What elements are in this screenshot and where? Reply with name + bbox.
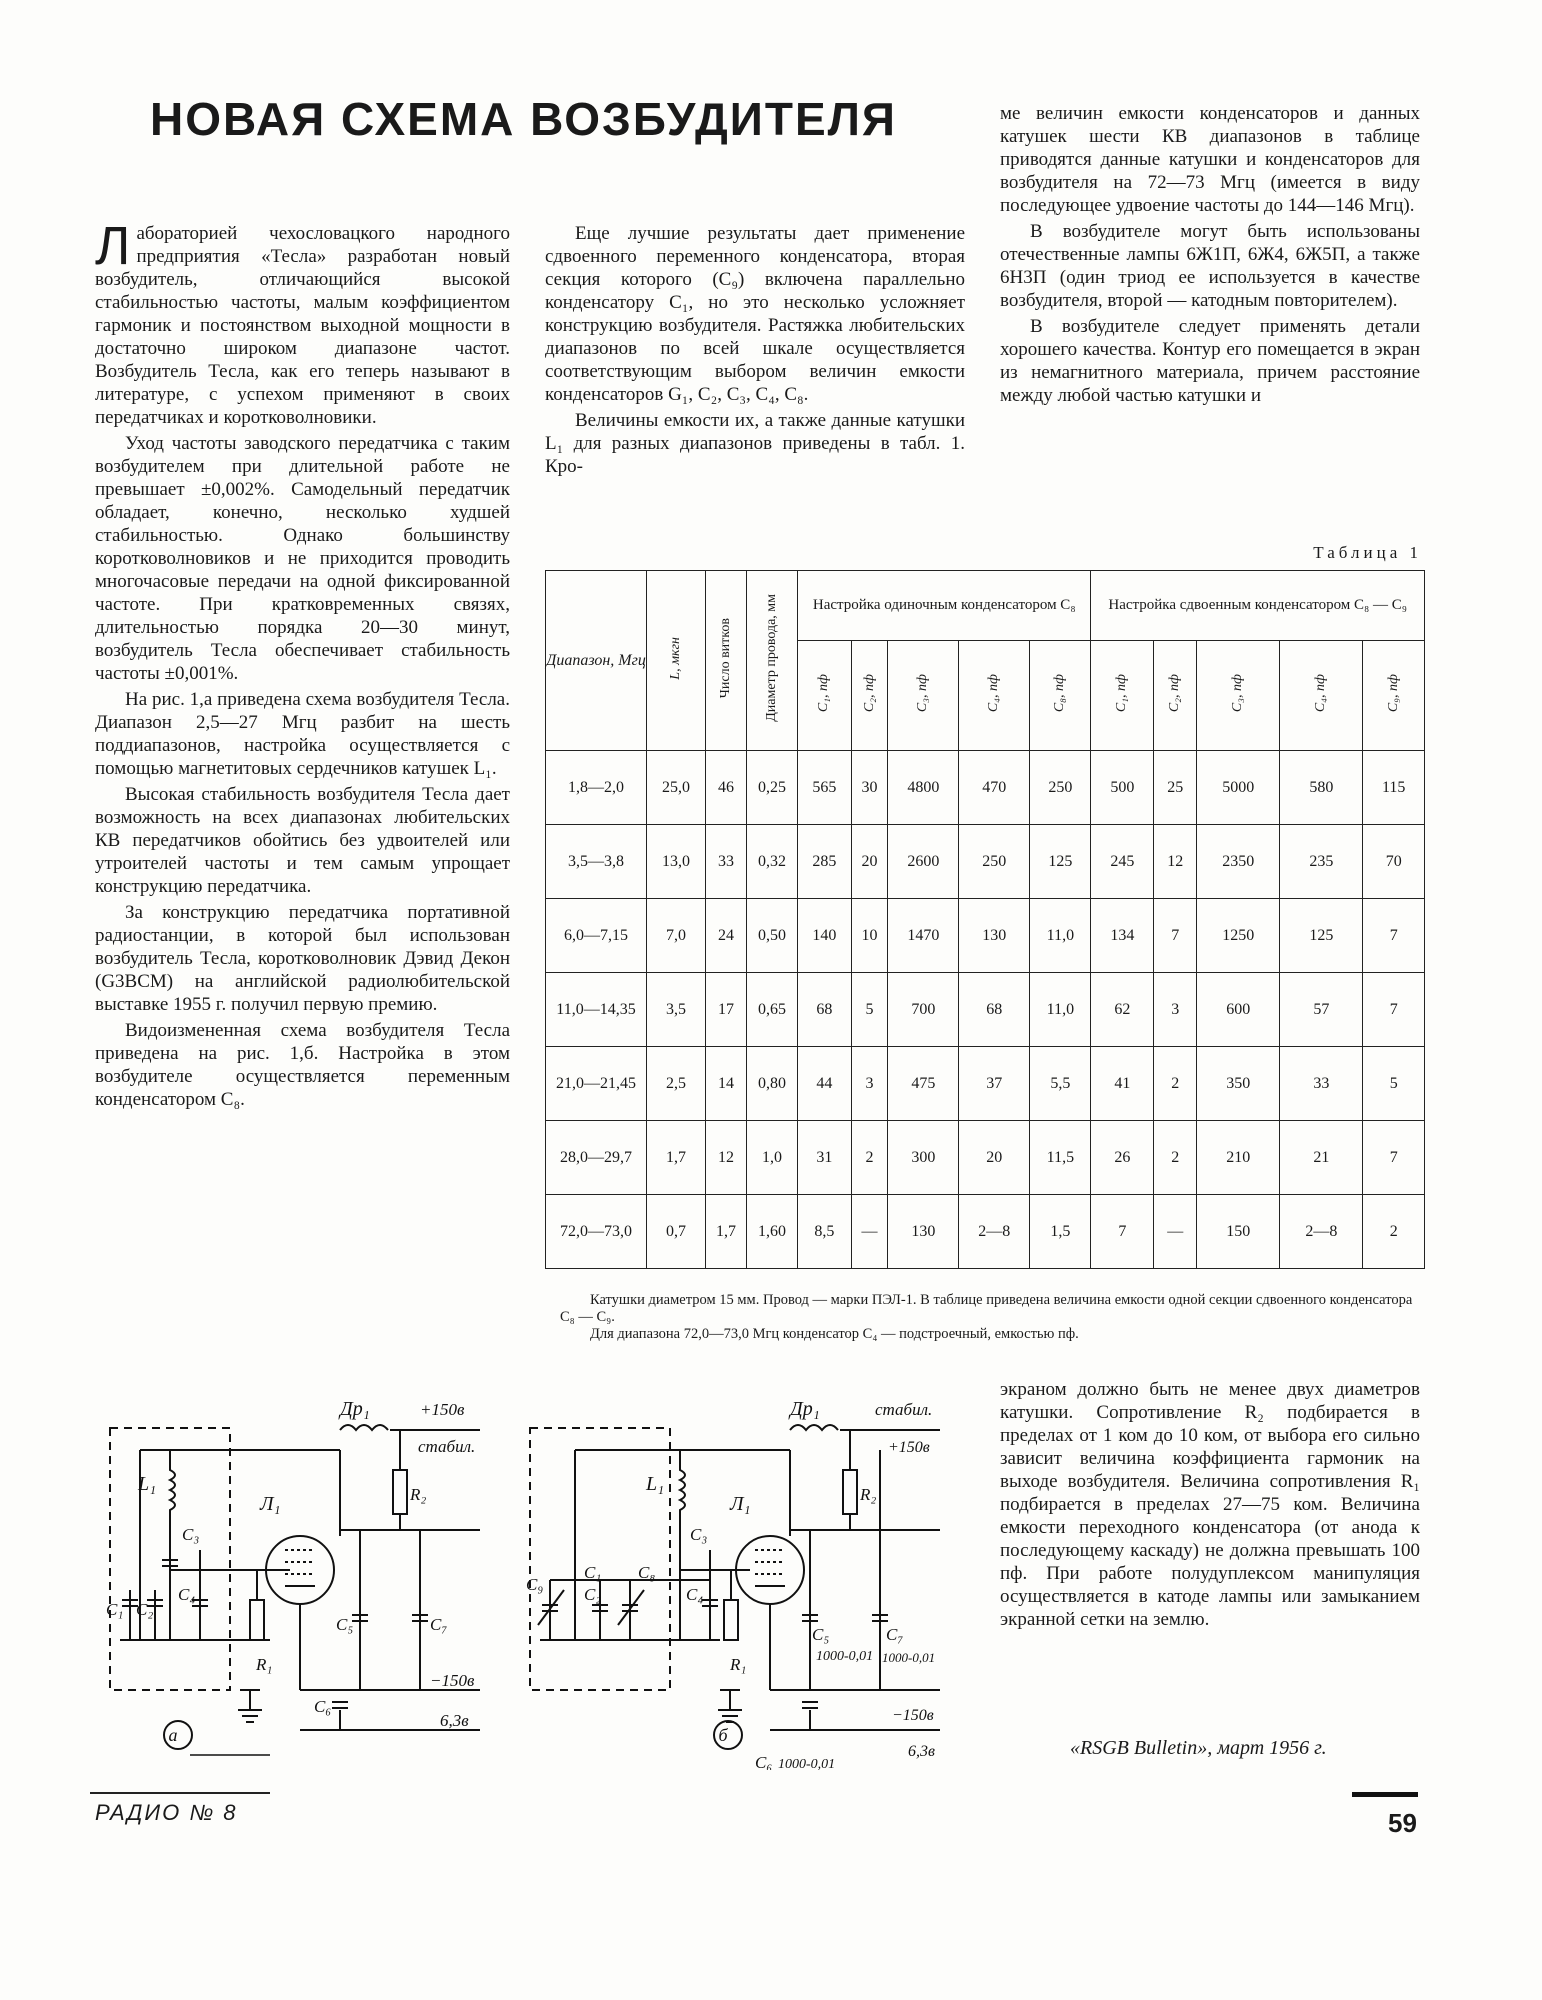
- label-c9: C₉: [526, 1575, 544, 1594]
- page-number-bar: [1352, 1792, 1418, 1797]
- table-row: [546, 825, 1425, 899]
- table-cell: 1,60: [747, 1195, 798, 1269]
- table-caption: Таблица 1: [1313, 543, 1422, 562]
- table-cell: 2—8: [959, 1195, 1030, 1269]
- column-2: [545, 222, 965, 481]
- table-cell: 70: [1363, 825, 1425, 899]
- table-cell: 5: [851, 973, 888, 1047]
- label-plus150: +150в: [888, 1439, 930, 1456]
- paragraph: Видоизмененная схема возбудителя Тесла приведена на рис. 1,б. Настройка в этом возбудителе осуществляется переменным конденсатором C₈.: [95, 1020, 510, 1110]
- label-c6: C₆: [314, 1697, 332, 1716]
- table-cell: 300: [888, 1121, 959, 1195]
- table-cell: 2600: [888, 825, 959, 899]
- subheader: C₂, пф: [1154, 641, 1197, 751]
- table-cell: 11,0: [1030, 973, 1091, 1047]
- label-c4: C₄: [178, 1585, 196, 1604]
- drop-cap: Л: [95, 216, 131, 276]
- label-dr: Др₁: [790, 1398, 820, 1420]
- page-number: 59: [1388, 1808, 1417, 1838]
- table-cell: 2: [851, 1121, 888, 1195]
- label-plus150: +150в: [420, 1400, 465, 1419]
- table-cell: 30: [851, 751, 888, 825]
- label-minus150: −150в: [430, 1671, 475, 1690]
- table-cell: 20: [851, 825, 888, 899]
- label-c8: C₈: [638, 1563, 656, 1582]
- table-cell: 8,5: [798, 1195, 852, 1269]
- table-cell: 3: [851, 1047, 888, 1121]
- table-cell: 2350: [1197, 825, 1280, 899]
- resistor-r1: [724, 1600, 738, 1640]
- label-c7-value: 1000-0,01: [882, 1650, 936, 1665]
- shield-outline: [530, 1428, 670, 1690]
- table-cell: 250: [1030, 751, 1091, 825]
- choke: [790, 1425, 838, 1430]
- table-cell: 0,25: [747, 751, 798, 825]
- table-cell: 4800: [888, 751, 959, 825]
- table-row: [546, 751, 1425, 825]
- table-cell: 12: [1154, 825, 1197, 899]
- table-cell: 150: [1197, 1195, 1280, 1269]
- label-c2: C₂: [136, 1600, 154, 1619]
- table-cell: —: [1154, 1195, 1197, 1269]
- table-cell: 46: [706, 751, 747, 825]
- label-c1: C₁: [106, 1600, 124, 1619]
- table-cell: 565: [798, 751, 852, 825]
- label-l1: L₁: [646, 1473, 665, 1495]
- table-cell: 5,5: [1030, 1047, 1091, 1121]
- table-cell: 41: [1091, 1047, 1154, 1121]
- label-c7: C₇: [430, 1615, 448, 1634]
- paragraph: Уход частоты заводского передатчика с таким возбудителем при длительной работе не превышает ±0,002%. Самодельный передатчик обладает, конечно, несколько худшей стабильностью. Однако большинству коротковолновиков и не приходится проводить многочасовые передачи на одной фиксированной частоте. При кратковременных связях, длительностью порядка 20—30 минут, возбудитель Тесла обеспечивает стабильность частоты ±0,001%.: [95, 433, 510, 684]
- column-3-continued: [1000, 1378, 1420, 1634]
- table-cell: 21,0—21,45: [546, 1047, 647, 1121]
- table-cell: 26: [1091, 1121, 1154, 1195]
- paragraph: Величины емкости их, а также данные катушки L₁ для разных диапазонов приведены в табл. 1. Кро-: [545, 410, 965, 477]
- table-cell: 20: [959, 1121, 1030, 1195]
- header-range: Диапазон, Мгц: [546, 571, 647, 751]
- subheader: C₄, пф: [959, 641, 1030, 751]
- schematic-b: [520, 1390, 980, 1770]
- paragraph: В возбудителе могут быть использованы отечественные лампы 6Ж1П, 6Ж4, 6Ж5П, а также 6Н3П (один триод ее используется в качестве возбудителя, второй — катодным повторителем).: [1000, 221, 1420, 311]
- label-l1: L₁: [138, 1473, 157, 1495]
- table-cell: 0,7: [647, 1195, 706, 1269]
- table-cell: 475: [888, 1047, 959, 1121]
- label-minus150: −150в: [892, 1707, 934, 1724]
- table-cell: 11,5: [1030, 1121, 1091, 1195]
- table-cell: 2—8: [1280, 1195, 1363, 1269]
- table-cell: 285: [798, 825, 852, 899]
- table-cell: 1,5: [1030, 1195, 1091, 1269]
- table-row: [546, 973, 1425, 1047]
- table-cell: 134: [1091, 899, 1154, 973]
- table-cell: 1,8—2,0: [546, 751, 647, 825]
- table-cell: 580: [1280, 751, 1363, 825]
- table-cell: 7: [1363, 899, 1425, 973]
- table-cell: 31: [798, 1121, 852, 1195]
- table-row: [546, 1121, 1425, 1195]
- table-cell: 7,0: [647, 899, 706, 973]
- label-stab: стабил.: [875, 1400, 933, 1419]
- table-cell: 21: [1280, 1121, 1363, 1195]
- subheader: C₃, пф: [1197, 641, 1280, 751]
- table-cell: 2: [1363, 1195, 1425, 1269]
- table-cell: 7: [1363, 973, 1425, 1047]
- table-cell: 600: [1197, 973, 1280, 1047]
- table-cell: 1470: [888, 899, 959, 973]
- label-c4: C₄: [686, 1585, 704, 1604]
- table-cell: 57: [1280, 973, 1363, 1047]
- paragraph: На рис. 1,а приведена схема возбудителя Тесла. Диапазон 2,5—27 Мгц разбит на шесть поддиапазонов, настройка осуществляется с помощью магнетитовых сердечников катушек L₁.: [95, 689, 510, 779]
- data-table: [545, 570, 1425, 1269]
- table-cell: 37: [959, 1047, 1030, 1121]
- resistor-r2: [843, 1470, 857, 1514]
- table-cell: 6,0—7,15: [546, 899, 647, 973]
- table-cell: 2,5: [647, 1047, 706, 1121]
- table-row: [546, 899, 1425, 973]
- table-cell: 17: [706, 973, 747, 1047]
- header-group-single: Настройка одиночным конденсатором C₈: [798, 571, 1091, 641]
- table-cell: 10: [851, 899, 888, 973]
- table-cell: 1,0: [747, 1121, 798, 1195]
- label: б: [718, 1725, 728, 1745]
- table-cell: 14: [706, 1047, 747, 1121]
- table-cell: 700: [888, 973, 959, 1047]
- table-cell: 25,0: [647, 751, 706, 825]
- label-c5-value: 1000-0,01: [816, 1649, 874, 1664]
- table-cell: 28,0—29,7: [546, 1121, 647, 1195]
- table-cell: 44: [798, 1047, 852, 1121]
- table-note: Катушки диаметром 15 мм. Провод — марки ПЭЛ-1. В таблице приведена величина емкости одной секции сдвоенного конденсатора C₈ — C₉. Для диапазона 72,0—73,0 Мгц конденсатор C₄ — подстроечный, емкостью пф.: [560, 1292, 1413, 1342]
- table-cell: 7: [1363, 1121, 1425, 1195]
- coil-l1: [680, 1450, 685, 1530]
- label-lamp: Л₁: [260, 1493, 281, 1515]
- table-cell: 0,32: [747, 825, 798, 899]
- table-cell: —: [851, 1195, 888, 1269]
- table-cell: 350: [1197, 1047, 1280, 1121]
- label-lamp: Л₁: [730, 1493, 751, 1515]
- table-cell: 130: [959, 899, 1030, 973]
- paragraph: ме величин емкости конденсаторов и данных катушек шести КВ диапазонов в таблице приводятся данные катушки и конденсаторов для возбудителя на 72—73 Мгц (имеется в виду последующее удвоение частоты до 144—146 Мгц).: [1000, 103, 1420, 216]
- table-cell: 3: [1154, 973, 1197, 1047]
- label-stab: стабил.: [418, 1437, 476, 1456]
- table-cell: 245: [1091, 825, 1154, 899]
- coil-l1: [170, 1450, 175, 1530]
- label-v63: 6,3в: [908, 1743, 935, 1760]
- paragraph: экраном должно быть не менее двух диаметров катушки. Сопротивление R₂ подбирается в пределах от 1 ком до 10 ком, от выбора его сильно зависит величина коэффициента гармоник на выходе возбудителя. Величина сопротивления R₁ подбирается в пределах 27—75 ком. Величина емкости переходного конденсатора (от анода к последующему каскаду) не должна превышать 100 пф. При работе полудуплексом манипуляция осуществляется в катоде лампы или замыканием экранной сетки на землю.: [1000, 1379, 1420, 1630]
- table-cell: 5: [1363, 1047, 1425, 1121]
- label-r1: R₁: [730, 1655, 747, 1674]
- table-cell: 1,7: [706, 1195, 747, 1269]
- table-cell: 12: [706, 1121, 747, 1195]
- table-row: [546, 1047, 1425, 1121]
- table-row: [546, 1195, 1425, 1269]
- subheader: C₈, пф: [1030, 641, 1091, 751]
- header-wire: Диаметр провода, мм: [747, 571, 798, 751]
- label-c7: C₇: [886, 1625, 904, 1644]
- table-cell: 470: [959, 751, 1030, 825]
- table-cell: 11,0—14,35: [546, 973, 647, 1047]
- table-cell: 5000: [1197, 751, 1280, 825]
- paragraph: Лабораторией чехословацкого народного предприятия «Тесла» разработан новый возбудитель, отличающийся высокой стабильностью частоты, малым коэффициентом гармоник и постоянством выходной мощности в достаточно широком диапазоне частот. Возбудитель Тесла, как его теперь называют в литературе, с успехом применяют в своих передатчиках и коротковолновики.: [95, 216, 510, 428]
- column-1: [95, 216, 510, 1114]
- table-cell: 0,50: [747, 899, 798, 973]
- table-cell: 68: [959, 973, 1030, 1047]
- table-cell: 250: [959, 825, 1030, 899]
- table-cell: 13,0: [647, 825, 706, 899]
- label-c5: C₅: [812, 1625, 830, 1644]
- table-cell: 125: [1030, 825, 1091, 899]
- magazine-name: РАДИО № 8: [95, 1800, 238, 1825]
- label-c3: C₃: [690, 1525, 708, 1544]
- subheader: C₃, пф: [888, 641, 959, 751]
- table-cell: 72,0—73,0: [546, 1195, 647, 1269]
- label-r2: R₂: [860, 1485, 877, 1504]
- table-cell: 33: [706, 825, 747, 899]
- label-c6-value: 1000-0,01: [778, 1757, 836, 1770]
- table-cell: 125: [1280, 899, 1363, 973]
- table-cell: 24: [706, 899, 747, 973]
- table-cell: 33: [1280, 1047, 1363, 1121]
- subheader: C₁, пф: [1091, 641, 1154, 751]
- resistor-r2: [393, 1470, 407, 1514]
- source-citation: «RSGB Bulletin», март 1956 г.: [1070, 1737, 1327, 1759]
- footer-rule: [90, 1792, 270, 1794]
- paragraph: Высокая стабильность возбудителя Тесла дает возможность на всех диапазонах любительских КВ передатчиков обойтись без удвоителей или утроителей частоты и тем самым упрощает конструкцию передатчика.: [95, 784, 510, 897]
- table-cell: 62: [1091, 973, 1154, 1047]
- label-r2: R₂: [410, 1485, 427, 1504]
- table-cell: 3,5—3,8: [546, 825, 647, 899]
- table-cell: 0,80: [747, 1047, 798, 1121]
- header-turns: Число витков: [706, 571, 747, 751]
- subheader: C₁, пф: [798, 641, 852, 751]
- table-cell: 130: [888, 1195, 959, 1269]
- table-cell: 1,7: [647, 1121, 706, 1195]
- table-cell: 2: [1154, 1047, 1197, 1121]
- subheader: C₉, пф: [1363, 641, 1425, 751]
- label-c2: C₂: [584, 1585, 602, 1604]
- header-inductance: L, мкгн: [647, 571, 706, 751]
- table-cell: 7: [1154, 899, 1197, 973]
- label-c6: C₆: [755, 1753, 773, 1770]
- paragraph: За конструкцию передатчика портативной радиостанции, в которой был использован возбудитель Тесла, коротковолновик Дэвид Декон (G3BCM) на английской радиолюбительской выставке 1955 г. получил первую премию.: [95, 902, 510, 1015]
- choke: [340, 1425, 388, 1430]
- table-cell: 500: [1091, 751, 1154, 825]
- header-group-dual: Настройка сдвоенным конденсатором C₈ — C₉: [1091, 571, 1425, 641]
- table-cell: 7: [1091, 1195, 1154, 1269]
- table-cell: 0,65: [747, 973, 798, 1047]
- article-title: НОВАЯ СХЕМА ВОЗБУДИТЕЛЯ: [150, 93, 897, 145]
- column-3: [1000, 102, 1420, 410]
- label-dr: Др₁: [340, 1398, 370, 1420]
- paragraph: Еще лучшие результаты дает применение сдвоенного переменного конденсатора, вторая секция которого (C₉) включена параллельно конденсатору C₁, но это несколько усложняет конструкцию возбудителя. Растяжка любительских диапазонов по всей шкале осуществляется соответствующим выбором величин емкости конденсаторов G₁, C₂, C₃, C₄, C₈.: [545, 223, 965, 405]
- subheader: C₂, пф: [851, 641, 888, 751]
- label-c1: C₁: [584, 1563, 602, 1582]
- label-c5: C₅: [336, 1615, 354, 1634]
- table-cell: 235: [1280, 825, 1363, 899]
- schematic-a: [100, 1390, 520, 1770]
- paragraph: В возбудителе следует применять детали хорошего качества. Контур его помещается в экран из немагнитного материала, причем расстояние между любой частью катушки и: [1000, 316, 1420, 406]
- table-cell: 3,5: [647, 973, 706, 1047]
- resistor-r1: [250, 1600, 264, 1640]
- table-cell: 2: [1154, 1121, 1197, 1195]
- label-r1: R₁: [256, 1655, 273, 1674]
- table-cell: 68: [798, 973, 852, 1047]
- label: а: [168, 1725, 178, 1745]
- table-cell: 140: [798, 899, 852, 973]
- subheader: C₄, пф: [1280, 641, 1363, 751]
- label-c3: C₃: [182, 1525, 200, 1544]
- table-cell: 210: [1197, 1121, 1280, 1195]
- label-v63: 6,3в: [440, 1711, 469, 1730]
- table-cell: 115: [1363, 751, 1425, 825]
- table-cell: 25: [1154, 751, 1197, 825]
- table-cell: 1250: [1197, 899, 1280, 973]
- table-cell: 11,0: [1030, 899, 1091, 973]
